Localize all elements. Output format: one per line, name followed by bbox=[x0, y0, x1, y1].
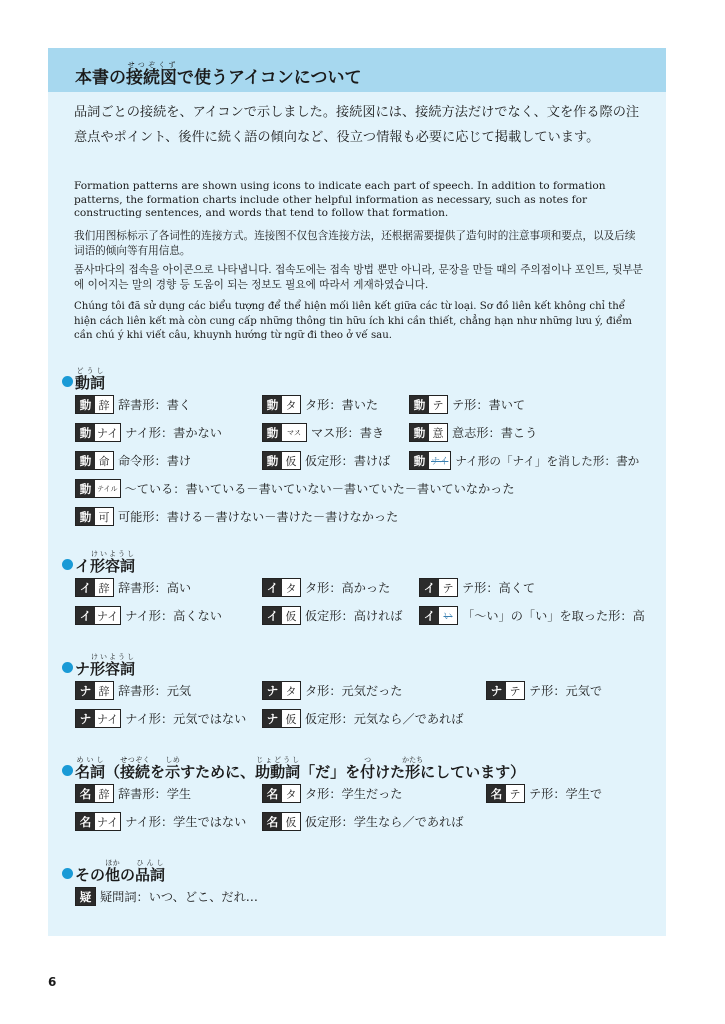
content-panel bbox=[48, 48, 666, 936]
icon-entry: イ い 「～い」の「い」を取った形：高 bbox=[419, 605, 645, 626]
icon-entry: 動 テイル ～ている：書いている－書いていない－書いていた－書いていなかった bbox=[75, 478, 515, 499]
noun-ta-icon: 名 タ bbox=[262, 784, 301, 803]
na-adj-conditional-icon: ナ 仮 bbox=[262, 709, 301, 728]
icon-entry: ナ テ テ形：元気で bbox=[486, 680, 602, 701]
verb-nai-icon: 動 ナイ bbox=[75, 423, 121, 442]
icon-entry: 名 辞 辞書形：学生 bbox=[75, 783, 191, 804]
noun-jisho-icon: 名 辞 bbox=[75, 784, 114, 803]
intro-vietnamese: Chúng tôi đã sử dụng các biểu tượng để thể hiện mối liên kết giữa các từ loại. Sơ đồ liên kết không chỉ thể hiện cách liên kết mà còn cung cấp những thông tin hữu ích khi cần thiết, chẳng hạn như những lưu ý, điểm cần chú ý khi viết câu, khuynh hướng từ ngữ đi theo ở vế sau. bbox=[74, 301, 632, 341]
icon-entry: 動 仮 仮定形：書けば bbox=[262, 450, 390, 471]
section-heading: 名詞めいし（接続せつぞくを示しめすために、助動詞じょどうし「だ」を付つけた形かたちにしています） bbox=[62, 756, 525, 782]
page-number: 6 bbox=[48, 975, 57, 989]
section-other bbox=[62, 854, 662, 914]
title-ruby: 接続図せつぞくず bbox=[126, 61, 177, 88]
i-adj-te-icon: イ テ bbox=[419, 578, 458, 597]
section-i-adjective bbox=[62, 545, 662, 633]
icon-entry: 動 可 可能形：書ける－書けない－書けた－書けなかった bbox=[75, 506, 398, 527]
intro-korean: 품사마다의 접속을 아이콘으로 나타냅니다. 접속도에는 접속 방법 뿐만 아니라, 문장을 만들 때의 주의점이나 포인트, 뒷부분에 이어지는 말의 경향 등 도움이 되는 정보도 필요에 따라서 게재하였습니다. bbox=[74, 264, 643, 291]
noun-conditional-icon: 名 仮 bbox=[262, 812, 301, 831]
i-adj-stem-icon: イ い bbox=[419, 606, 458, 625]
page-title: 本書の接続図せつぞくずで使うアイコンについて bbox=[75, 61, 362, 88]
bullet-icon bbox=[62, 376, 73, 387]
icon-entry: 動 ナイ ナイ形：書かない bbox=[75, 422, 222, 443]
icon-entry: 疑 疑問詞：いつ、どこ、だれ… bbox=[75, 886, 258, 907]
bullet-icon bbox=[62, 765, 73, 776]
icon-entry: 動 マス マス形：書き bbox=[262, 422, 384, 443]
icon-entry: 動 命 命令形：書け bbox=[75, 450, 191, 471]
verb-imperative-icon: 動 命 bbox=[75, 451, 114, 470]
section-heading: その他ほかの品詞ひんし bbox=[62, 859, 165, 885]
icon-entry: イ 仮 仮定形：高ければ bbox=[262, 605, 403, 626]
noun-nai-icon: 名 ナイ bbox=[75, 812, 121, 831]
icon-entry: イ タ タ形：高かった bbox=[262, 577, 390, 598]
na-adj-ta-icon: ナ タ bbox=[262, 681, 301, 700]
icon-entry: 名 ナイ ナイ形：学生ではない bbox=[75, 811, 246, 832]
section-heading: ナ形容詞けいようし bbox=[62, 653, 135, 679]
icon-entry: 名 仮 仮定形：学生なら／であれば bbox=[262, 811, 463, 832]
verb-nai-stem-icon: 動 ナイ bbox=[409, 451, 451, 470]
na-adj-jisho-icon: ナ 辞 bbox=[75, 681, 114, 700]
i-adj-conditional-icon: イ 仮 bbox=[262, 606, 301, 625]
icon-entry: 動 テ テ形：書いて bbox=[409, 394, 525, 415]
section-verb bbox=[62, 362, 662, 534]
verb-teiru-icon: 動 テイル bbox=[75, 479, 121, 498]
section-heading: イ形容詞けいようし bbox=[62, 550, 135, 576]
icon-entry: イ 辞 辞書形：高い bbox=[75, 577, 191, 598]
verb-volitional-icon: 動 意 bbox=[409, 423, 448, 442]
icon-entry: 動 ナイ ナイ形の「ナイ」を消した形：書か bbox=[409, 450, 639, 471]
intro-chinese: 我们用图标标示了各词性的连接方式。连接图不仅包含连接方法，还根据需要提供了造句时的注意事项和要点，以及后续词语的倾向等有用信息。 bbox=[74, 230, 636, 257]
icon-entry: 動 辞 辞書形：書く bbox=[75, 394, 191, 415]
verb-jisho-icon: 動 辞 bbox=[75, 395, 114, 414]
i-adj-ta-icon: イ タ bbox=[262, 578, 301, 597]
verb-ta-icon: 動 タ bbox=[262, 395, 301, 414]
icon-entry: 動 タ タ形：書いた bbox=[262, 394, 378, 415]
section-heading: 動詞どうし bbox=[62, 367, 105, 393]
icon-entry: イ ナイ ナイ形：高くない bbox=[75, 605, 222, 626]
intro-japanese: 品詞ごとの接続を、アイコンで示しました。接続図には、接続方法だけでなく、文を作る際の注意点やポイント、後件に続く語の傾向など、役立つ情報も必要に応じて掲載しています。 bbox=[74, 105, 640, 145]
i-adj-nai-icon: イ ナイ bbox=[75, 606, 121, 625]
noun-te-icon: 名 テ bbox=[486, 784, 525, 803]
icon-entry: 名 タ タ形：学生だった bbox=[262, 783, 403, 804]
section-na-adjective bbox=[62, 648, 662, 736]
icon-entry: 名 テ テ形：学生で bbox=[486, 783, 602, 804]
na-adj-nai-icon: ナ ナイ bbox=[75, 709, 121, 728]
verb-te-icon: 動 テ bbox=[409, 395, 448, 414]
i-adj-jisho-icon: イ 辞 bbox=[75, 578, 114, 597]
icon-entry: ナ タ タ形：元気だった bbox=[262, 680, 403, 701]
title-banner bbox=[48, 48, 666, 92]
interrogative-icon: 疑 bbox=[75, 887, 96, 906]
icon-entry: ナ 辞 辞書形：元気 bbox=[75, 680, 191, 701]
bullet-icon bbox=[62, 559, 73, 570]
section-noun bbox=[62, 751, 662, 839]
na-adj-te-icon: ナ テ bbox=[486, 681, 525, 700]
verb-masu-icon: 動 マス bbox=[262, 423, 307, 442]
icon-entry: ナ ナイ ナイ形：元気ではない bbox=[75, 708, 246, 729]
bullet-icon bbox=[62, 662, 73, 673]
verb-conditional-icon: 動 仮 bbox=[262, 451, 301, 470]
icon-entry: ナ 仮 仮定形：元気なら／であれば bbox=[262, 708, 463, 729]
intro-english: Formation patterns are shown using icons to indicate each part of speech. In addition to formation patterns, the formation charts include other helpful information as necessary, such as notes for constructing sentences, and words that tend to follow that formation. bbox=[74, 180, 606, 220]
icon-entry: 動 意 意志形：書こう bbox=[409, 422, 537, 443]
icon-entry: イ テ テ形：高くて bbox=[419, 577, 535, 598]
bullet-icon bbox=[62, 868, 73, 879]
verb-potential-icon: 動 可 bbox=[75, 507, 114, 526]
